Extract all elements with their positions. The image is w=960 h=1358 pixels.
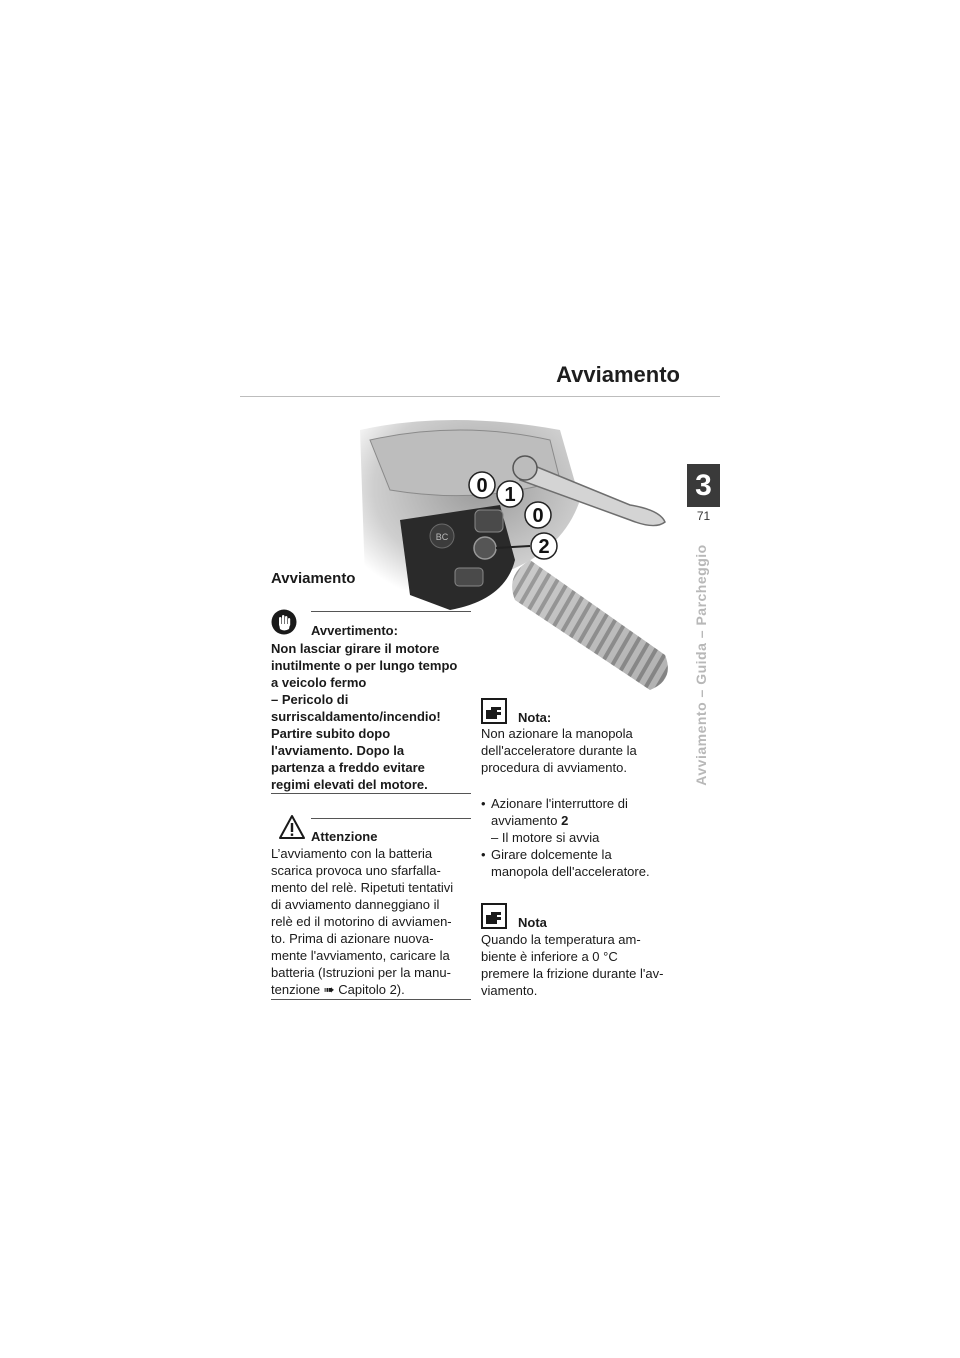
- note2-line: Quando la temperatura am-: [481, 932, 641, 947]
- callout-0-upper: [469, 472, 495, 498]
- caution-line: di avviamento danneggiano il: [271, 897, 440, 912]
- note2-label: Nota: [518, 915, 547, 930]
- title-divider: [240, 396, 720, 397]
- warning-top-rule: [311, 611, 471, 612]
- warning-line: surriscaldamento/incendio!: [271, 709, 441, 724]
- note2-line: viamento.: [481, 983, 538, 998]
- svg-text:BC: BC: [435, 532, 449, 542]
- note-text: [481, 725, 696, 776]
- stop-hand-icon: [271, 609, 297, 635]
- bullet: •: [481, 796, 486, 811]
- step-text: Azionare l'interruttore di: [491, 796, 628, 811]
- warning-line: inutilmente o per lungo tempo: [271, 658, 458, 673]
- caution-label: Attenzione: [311, 829, 378, 844]
- note2-line: premere la frizione durante l'av-: [481, 966, 664, 981]
- svg-text:0: 0: [532, 505, 544, 527]
- page-title: Avviamento: [556, 362, 680, 387]
- step-text: Girare dolcemente la: [491, 847, 612, 862]
- chapter-tab: 3: [687, 464, 720, 507]
- step-result: – Il motore si avvia: [491, 830, 600, 845]
- note-line: Non azionare la manopola: [481, 726, 633, 741]
- bullet: •: [481, 847, 486, 862]
- caution-line: scarica provoca uno sfarfalla-: [271, 863, 441, 878]
- caution-line: to. Prima di azionare nuova-: [271, 931, 434, 946]
- section-heading: Avviamento: [271, 570, 356, 587]
- caution-line: mento del relè. Ripetuti tentativi: [271, 880, 454, 895]
- caution-line: tenzione ➠ Capitolo 2).: [271, 982, 405, 997]
- caution-line: L’avviamento con la batteria: [271, 846, 433, 861]
- svg-text:0: 0: [476, 475, 488, 497]
- callout-1: [497, 481, 523, 507]
- caution-line: mente l'avviamento, caricare la: [271, 948, 450, 963]
- steps-list: [481, 795, 696, 880]
- list-item: [481, 846, 696, 880]
- warning-line: Non lasciar girare il motore: [271, 641, 440, 656]
- step-text: manopola dell'acceleratore.: [491, 864, 650, 879]
- warning-line: – Pericolo di: [271, 692, 349, 707]
- warning-line: l'avviamento. Dopo la: [271, 743, 405, 758]
- svg-text:1: 1: [504, 484, 516, 506]
- caution-line: batteria (Istruzioni per la manu-: [271, 965, 451, 980]
- caution-line: relè ed il motorino di avviamen-: [271, 914, 452, 929]
- warning-line: a veicolo fermo: [271, 675, 367, 690]
- warning-line: regimi elevati del motore.: [271, 777, 428, 792]
- caution-top-rule: [311, 818, 471, 819]
- note-hand-icon: [481, 698, 507, 724]
- warning-text: [271, 640, 481, 793]
- note-label: Nota:: [518, 710, 552, 725]
- callout-0-lower: [525, 502, 551, 528]
- chapter-side-label-text: Avviamento – Guida – Parcheggio: [693, 544, 709, 786]
- step-text: avviamento 2: [491, 813, 569, 828]
- caution-bottom-rule: [271, 999, 471, 1000]
- note2-line: biente è inferiore a 0 °C: [481, 949, 618, 964]
- svg-text:2: 2: [538, 536, 550, 558]
- caution-text: [271, 845, 476, 998]
- page-number: 71: [696, 509, 711, 523]
- note-hand-icon: [481, 903, 507, 929]
- note2-text: [481, 931, 696, 999]
- warning-bottom-rule: [271, 793, 471, 794]
- callout-reference: 2: [561, 813, 569, 828]
- note-line: procedura di avviamento.: [481, 760, 627, 775]
- callout-2: [531, 533, 557, 559]
- warning-triangle-icon: [279, 814, 305, 840]
- list-item: [481, 795, 696, 846]
- warning-label: Avvertimento:: [311, 623, 398, 638]
- note-line: dell'acceleratore durante la: [481, 743, 637, 758]
- warning-line: Partire subito dopo: [271, 726, 391, 741]
- warning-line: partenza a freddo evitare: [271, 760, 425, 775]
